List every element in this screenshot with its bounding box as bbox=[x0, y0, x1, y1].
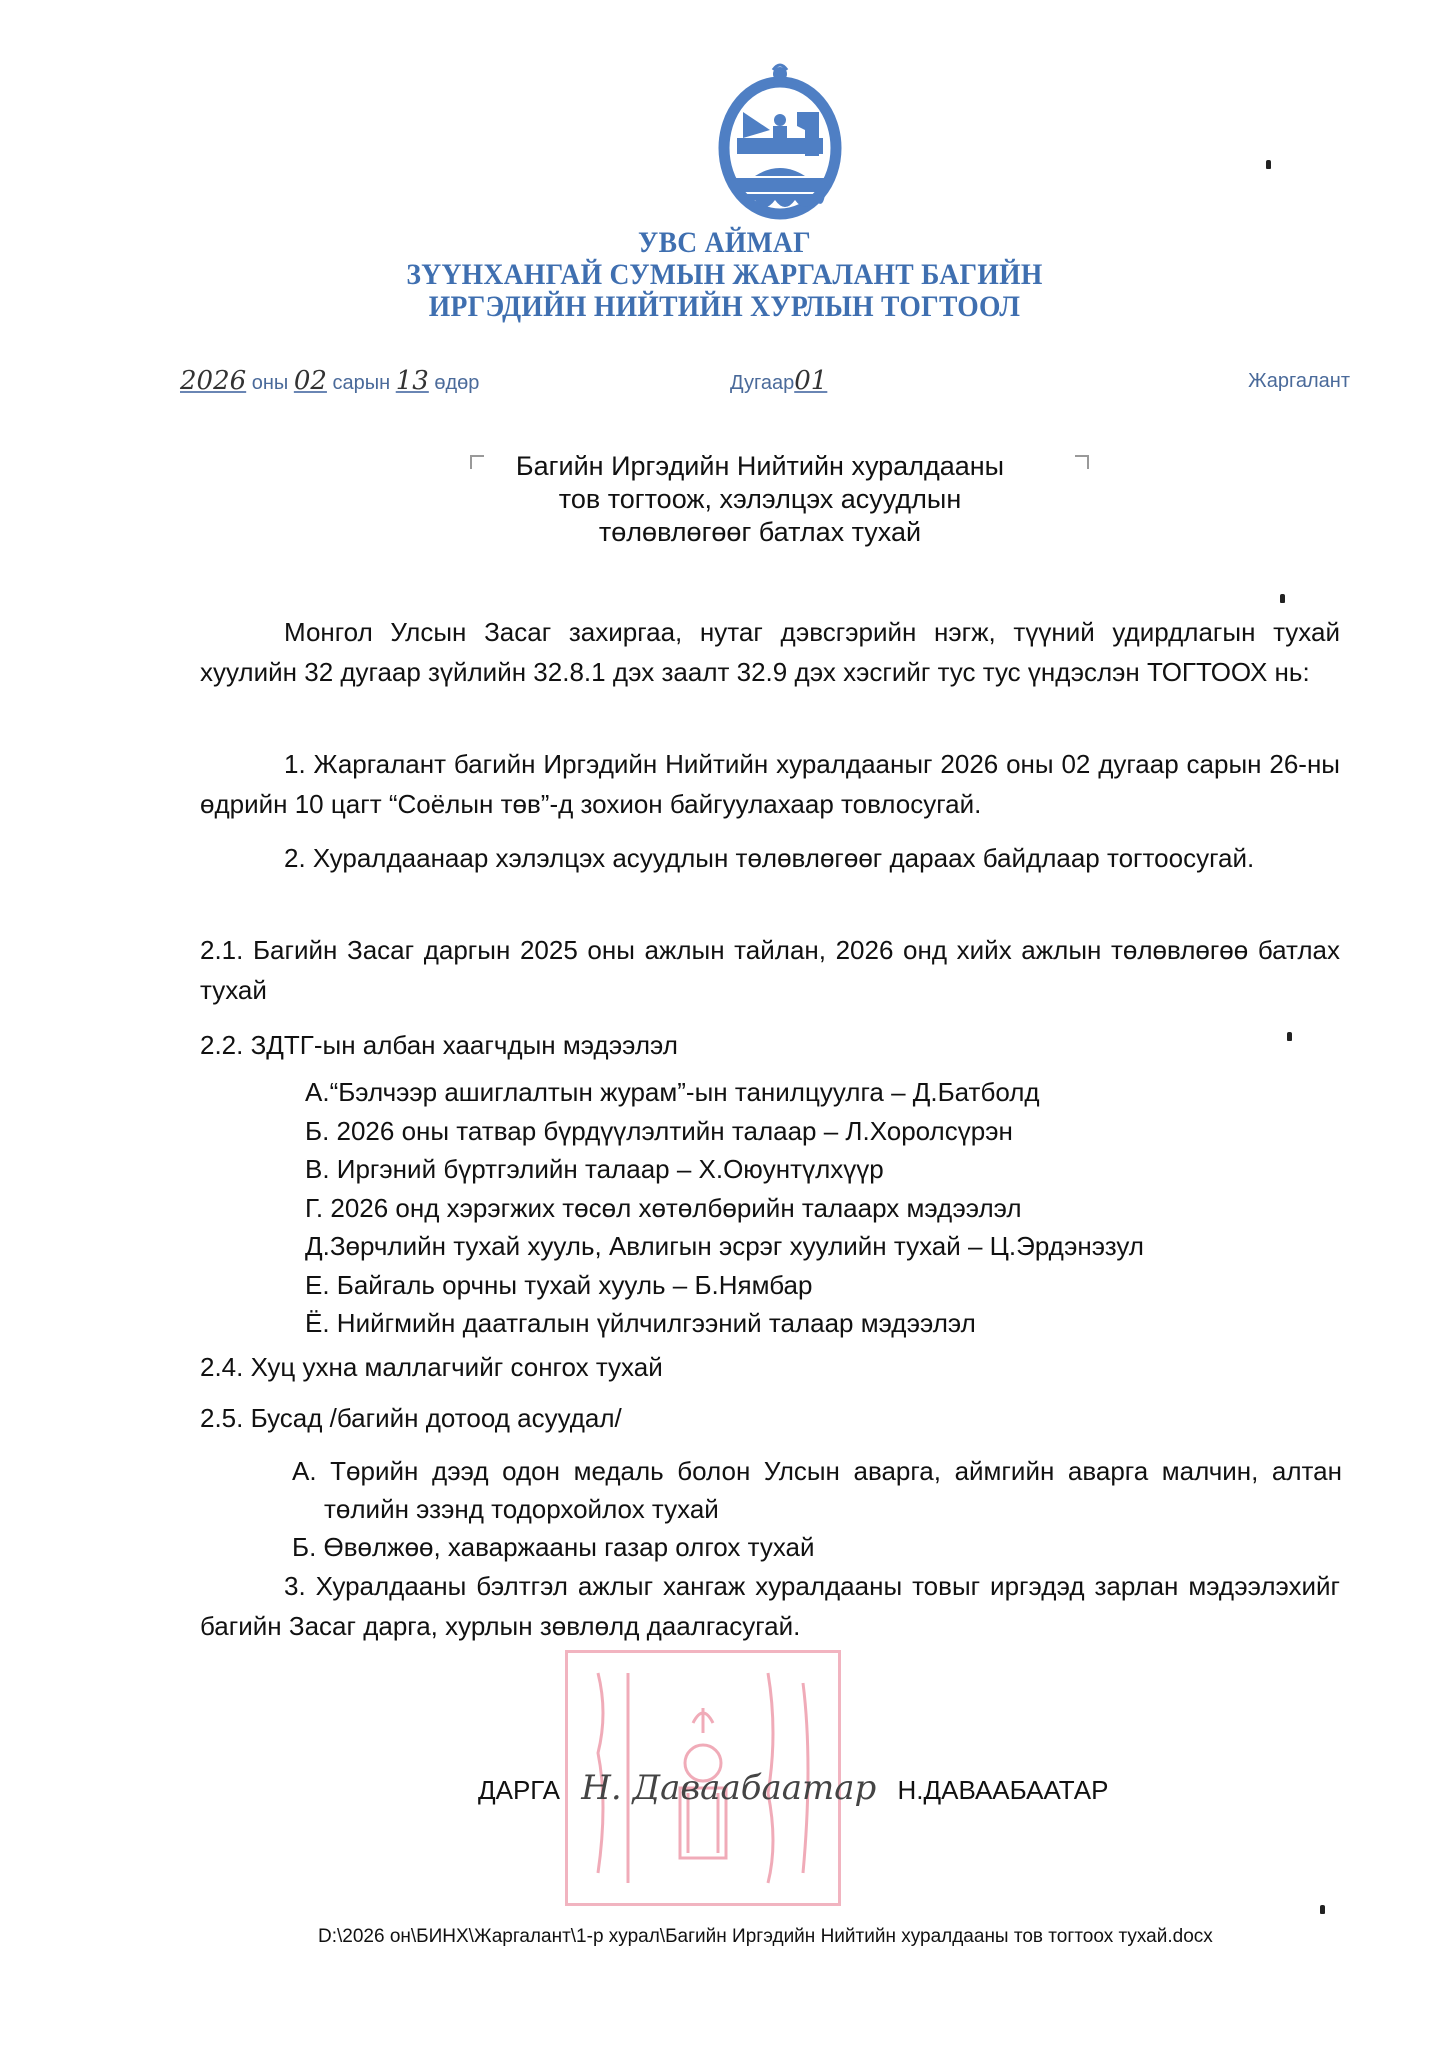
year-label: оны bbox=[251, 372, 289, 394]
header-line-aimag: УВС АЙМАГ bbox=[638, 226, 811, 259]
clause-2-1: 2.1. Багийн Засаг даргын 2025 оны ажлын тайлан, 2026 онд хийх ажлын төлөвлөгөө батлах тухай bbox=[200, 935, 1340, 1005]
date-field bbox=[180, 366, 479, 396]
signer-title: ДАРГА bbox=[478, 1775, 560, 1805]
title-line: төлөвлөгөөг батлах тухай bbox=[598, 517, 922, 547]
date-year: 2026 bbox=[180, 366, 247, 396]
title-line: Багийн Иргэдийн Нийтийн хуралдааны bbox=[515, 451, 1005, 481]
list-item: А. Төрийн дээд одон медаль болон Улсын аварга, аймгийн аварга малчин, алтан төлийн эзэнд тодорхойлох тухай bbox=[292, 1456, 1342, 1524]
scan-speck bbox=[1287, 1032, 1292, 1041]
list-item: Г. 2026 онд хэрэгжих төсөл хөтөлбөрийн талаарх мэдээлэл bbox=[305, 1192, 1022, 1223]
day-label: өдөр bbox=[434, 372, 480, 394]
place-label: Жаргалант bbox=[1248, 370, 1350, 392]
document-number bbox=[730, 366, 827, 396]
number-label: Дугаар bbox=[730, 372, 795, 394]
month-label: сарын bbox=[332, 372, 391, 394]
date-line bbox=[180, 366, 1355, 406]
file-path-footer: D:\2026 он\БИНХ\Жаргалант\1-р хурал\Багийн Иргэдийн Нийтийн хуралдааны тов тогтоох тухай.docx bbox=[318, 1926, 1213, 1947]
date-day: 13 bbox=[395, 366, 429, 396]
clause-3: 3. Хуралдааны бэлтгэл ажлыг хангаж хуралдааны товыг иргэдэд зарлан мэдээлэхийг багийн Засаг дарга, хурлын зөвлөлд даалгасугай. bbox=[200, 1571, 1340, 1641]
list-item: Ё. Нийгмийн даатгалын үйлчилгээний талаар мэдээлэл bbox=[305, 1308, 976, 1338]
clause-2-5-list bbox=[292, 1452, 1342, 1566]
list-item: В. Иргэний бүртгэлийн талаар – Х.Оюунтүлхүүр bbox=[305, 1154, 884, 1184]
scan-speck bbox=[1280, 594, 1285, 603]
date-month: 02 bbox=[293, 366, 327, 396]
title-line: тов тогтоож, хэлэлцэх асуудлын bbox=[558, 484, 962, 514]
list-item: Б. 2026 оны татвар бүрдүүлэлтийн талаар – Л.Хоролсүрэн bbox=[305, 1115, 1013, 1146]
resolution-title bbox=[400, 450, 1120, 549]
header-line-title: ИРГЭДИЙН НИЙТИЙН ХУРЛЫН ТОГТООЛ bbox=[428, 290, 1021, 323]
list-item: Д.Зөрчлийн тухай хууль, Авлигын эсрэг хуулийн тухай – Ц.Эрдэнэзул bbox=[305, 1231, 1144, 1261]
list-item: Е. Байгаль орчны тухай хууль – Б.Нямбар bbox=[305, 1269, 813, 1300]
scan-speck bbox=[1320, 1905, 1325, 1914]
clause-2-4: 2.4. Хуц ухна маллагчийг сонгох тухай bbox=[200, 1352, 663, 1382]
clause-1: 1. Жаргалант багийн Иргэдийн Нийтийн хуралдааныг 2026 оны 02 дугаар сарын 26-ны өдрийн 10 цагт “Соёлын төв”-д зохион байгуулахаар товлосугай. bbox=[200, 749, 1340, 819]
clause-2-2-list bbox=[305, 1073, 1345, 1343]
number-value: 01 bbox=[794, 366, 828, 396]
signer-name: Н.ДАВААБААТАР bbox=[897, 1775, 1109, 1805]
signature-line bbox=[478, 1768, 1109, 1808]
mongolia-state-emblem-icon bbox=[715, 60, 845, 225]
scan-speck bbox=[1266, 160, 1271, 169]
clause-2-2: 2.2. ЗДТГ-ын албан хаагчдын мэдээлэл bbox=[200, 1030, 678, 1060]
clause-2-5: 2.5. Бусад /багийн дотоод асуудал/ bbox=[200, 1403, 622, 1433]
clause-2: 2. Хуралдаанаар хэлэлцэх асуудлын төлөвлөгөөг дараах байдлаар тогтоосугай. bbox=[284, 843, 1255, 873]
handwritten-signature: Н. Даваабаатар bbox=[581, 1768, 877, 1808]
list-item: Б. Өвөлжөө, хаваржааны газар олгох тухай bbox=[292, 1532, 815, 1562]
preamble-paragraph: Монгол Улсын Засаг захиргаа, нутаг дэвсгэрийн нэгж, түүний удирдлагын тухай хуулийн 32 дугаар зүйлийн 32.8.1 дэх заалт 32.9 дэх хэсгийг тус тус үндэслэн ТОГТООХ нь: bbox=[200, 617, 1340, 687]
list-item: А.“Бэлчээр ашиглалтын журам”-ын танилцуулга – Д.Батболд bbox=[305, 1077, 1040, 1107]
header-line-bag: ЗҮҮНХАНГАЙ СУМЫН ЖАРГАЛАНТ БАГИЙН bbox=[406, 258, 1043, 291]
